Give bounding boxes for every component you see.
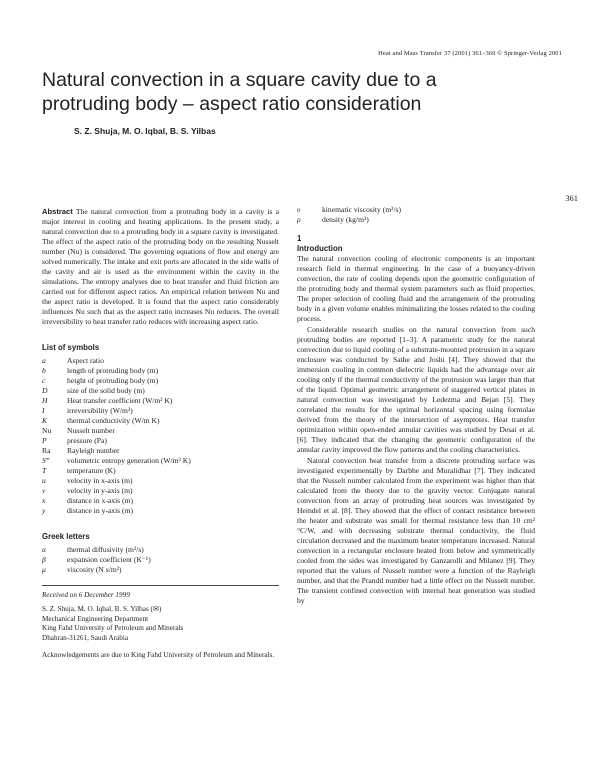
greek-symbol-row xyxy=(42,565,151,575)
intro-paragraph: Natural convection heat transfer from a discrete protruding surface was investigated experimentally by Darbhe and Muralidhar [7]. They indicated that the Nusselt number calculated from the experiment was higher than that calculated from the theory due to the gravity vector. Conjugate natural convection from an array of protruding heat sources was investigated by Heindel et al. [8]. They showed that the effect of contact resistance between the heater and substrate was small for thermal resistance less than 10 cm² °C/W, and with decreasing substrate thermal conductivity, the fluid circulation decreased and the maximum heater temperature increased. Natural convection in a rectangular enclosure heated from below and symmetrically cooled from the sides was investigated by Ganzarolli and Milanez [9]. They reported that the values of Nusselt number were a function of the Rayleigh number, and that the Prandtl number had a little effect on the Nusselt number. The transient confined convection with internal heat generation was studied by xyxy=(297,456,535,605)
symbol-description: thermal conductivity (W/m K) xyxy=(67,416,160,425)
symbol-description: pressure (Pa) xyxy=(67,436,107,445)
greek-table xyxy=(42,545,151,575)
symbol: Nu xyxy=(42,426,52,435)
symbol-description: Nusselt number xyxy=(67,426,115,435)
symbol: S‴ xyxy=(42,456,49,465)
symbol-description: distance in x-axis (m) xyxy=(67,496,134,505)
greek-symbol-row xyxy=(297,205,401,215)
symbol-row xyxy=(42,376,191,386)
symbol: α xyxy=(42,545,46,554)
symbol-row xyxy=(42,446,191,456)
symbol: ρ xyxy=(297,215,301,224)
symbol-row xyxy=(42,476,191,486)
greek-table-continued xyxy=(297,205,401,225)
symbol: I xyxy=(42,406,45,415)
symbol: T xyxy=(42,466,47,475)
symbol: β xyxy=(42,555,46,564)
symbol-description: height of protruding body (m) xyxy=(67,376,159,385)
symbols-heading: List of symbols xyxy=(42,343,100,352)
symbol-row xyxy=(42,386,191,396)
symbol-description: Aspect ratio xyxy=(67,356,104,365)
symbol: a xyxy=(42,356,46,365)
symbol-row xyxy=(42,416,191,426)
received-date: Received on 6 December 1999 xyxy=(42,585,279,600)
acknowledgements: Acknowledgements are due to King Fahd University of Petroleum and Minerals. xyxy=(42,651,275,659)
author-list: S. Z. Shuja, M. O. Iqbal, B. S. Yilbas xyxy=(74,126,216,136)
symbol-row xyxy=(42,486,191,496)
symbol-description: velocity in x-axis (m) xyxy=(67,476,133,485)
section-title: Introduction xyxy=(297,244,343,253)
symbol: c xyxy=(42,376,46,385)
symbol-description: velocity in y-axis (m) xyxy=(67,486,133,495)
symbol: μ xyxy=(42,565,46,574)
left-column xyxy=(42,207,279,661)
symbol-description: thermal diffusivity (m²/s) xyxy=(67,545,144,554)
symbol: H xyxy=(42,396,48,405)
address-line: Dhahran-31261, Saudi Arabia xyxy=(42,633,129,642)
symbol-row xyxy=(42,356,191,366)
symbol-row xyxy=(42,436,191,446)
symbol-description: temperature (K) xyxy=(67,466,116,475)
abstract-text: The natural convection from a protruding body in a cavity is a major interest in cooling and heating applications. In the present study, a natural convection due to a protruding body in a square cavity is investigated. The effect of the aspect ratio of the protruding body on the resulting Nusselt number (Nu) is considered. The governing equations of flow and energy are solved numerically. The intake and exit ports are allocated in the side walls of the cavity and air is used as the environment within the cavity in the simulations. The entropy analyses due to heat transfer and fluid friction are carried out for different aspect ratios. An empirical relation between Nu and the aspect ratio is developed. It is found that the aspect ratio considerably influences Nu such that as the aspect ratio increases Nu reduces. The overall irreversibility to heat transfer ratio reduces with increasing aspect ratio. xyxy=(42,207,280,326)
symbol-row xyxy=(42,456,191,466)
symbol-description: expansion coefficient (K⁻¹) xyxy=(67,555,151,564)
greek-symbol-row xyxy=(42,545,151,555)
abstract xyxy=(42,207,279,327)
greek-heading: Greek letters xyxy=(42,532,90,541)
symbol: x xyxy=(42,496,46,505)
symbol: b xyxy=(42,366,46,375)
greek-symbol-row xyxy=(42,555,151,565)
symbol-description: viscosity (N s/m²) xyxy=(67,565,122,574)
symbol-description: size of the solid body (m) xyxy=(67,386,145,395)
symbol-description: density (kg/m³) xyxy=(322,215,369,224)
symbol-row xyxy=(42,366,191,376)
symbol: υ xyxy=(297,205,301,214)
page-number: 361 xyxy=(565,193,578,203)
symbol: D xyxy=(42,386,48,395)
address-line: King Fahd University of Petroleum and Minerals xyxy=(42,624,184,632)
symbol-row xyxy=(42,406,191,416)
symbol-row xyxy=(42,506,191,516)
symbol-description: volumetric entropy generation (W/m³ K) xyxy=(67,456,191,465)
abstract-label: Abstract xyxy=(42,207,73,216)
paper-title: Natural convection in a square cavity due to a protruding body – aspect ratio consideration xyxy=(42,69,437,115)
author-address xyxy=(42,605,279,643)
symbol-row xyxy=(42,496,191,506)
symbol-description: kinematic viscosity (m²/s) xyxy=(322,205,402,214)
symbol-description: length of protruding body (m) xyxy=(67,366,159,375)
symbol: v xyxy=(42,486,46,495)
symbol-description: irreversibility (W/m³) xyxy=(67,406,133,415)
symbol-description: Heat transfer coefficient (W/m² K) xyxy=(67,396,173,405)
symbol-row xyxy=(42,426,191,436)
symbol: K xyxy=(42,416,48,425)
intro-paragraph: The natural convection cooling of electronic components is an important research field in thermal engineering. In the case of a buoyancy-driven convection, the rate of cooling depends upon the geometric configuration of the protruding body and thermal system parameters such as fluid properties. The proper selection of cooling fluid and the arrangement of the protruding body in a given volume enables minimalizing the losses related to the cooling process. xyxy=(297,254,535,323)
symbol-row xyxy=(42,396,191,406)
symbol: Ra xyxy=(42,446,51,455)
greek-symbol-row xyxy=(297,215,401,225)
symbol-description: distance in y-axis (m) xyxy=(67,506,134,515)
right-column xyxy=(297,205,535,606)
symbol: u xyxy=(42,476,46,485)
section-heading xyxy=(297,234,535,254)
address-line: S. Z. Shuja, M. O. Iqbal, B. S. Yilbas (✉) xyxy=(42,605,162,613)
symbol: y xyxy=(42,506,46,515)
symbol-row xyxy=(42,466,191,476)
symbol-description: Rayleigh number xyxy=(67,446,120,455)
journal-header: Heat and Mass Transfer 37 (2001) 361–369 © Springer-Verlag 2001 xyxy=(378,50,562,57)
address-line: Mechanical Engineering Department xyxy=(42,614,149,623)
symbols-table xyxy=(42,356,191,516)
section-number: 1 xyxy=(297,234,302,243)
intro-paragraph: Considerable research studies on the natural convection from such protruding bodies are reported [1–3]. A parametric study for the natural convection due to liquid cooling of a substrate-mounted protrusion in a square enclosure was conducted by Sathe and Joshi [4]. They showed that the immersion cooling in common dielectric liquids had the advantage over air cooling only if the thermal conductivity of the protrusion was larger than that of the liquid. Optimal geometric arrangement of staggered vertical plates in natural convection was investigated by Ledezma and Bejan [5]. They correlated the results for the optimal horizontal spacing using formulae derived from the theory of the intersection of asymptotes. Heat transfer optimization within open-ended annular cavities was studied by Desai et al. [6]. They indicated that the changing the geometric configuration of the annular cavity improved the flow patterns and the cooling characteristics. xyxy=(297,325,535,454)
symbol: P xyxy=(42,436,47,445)
